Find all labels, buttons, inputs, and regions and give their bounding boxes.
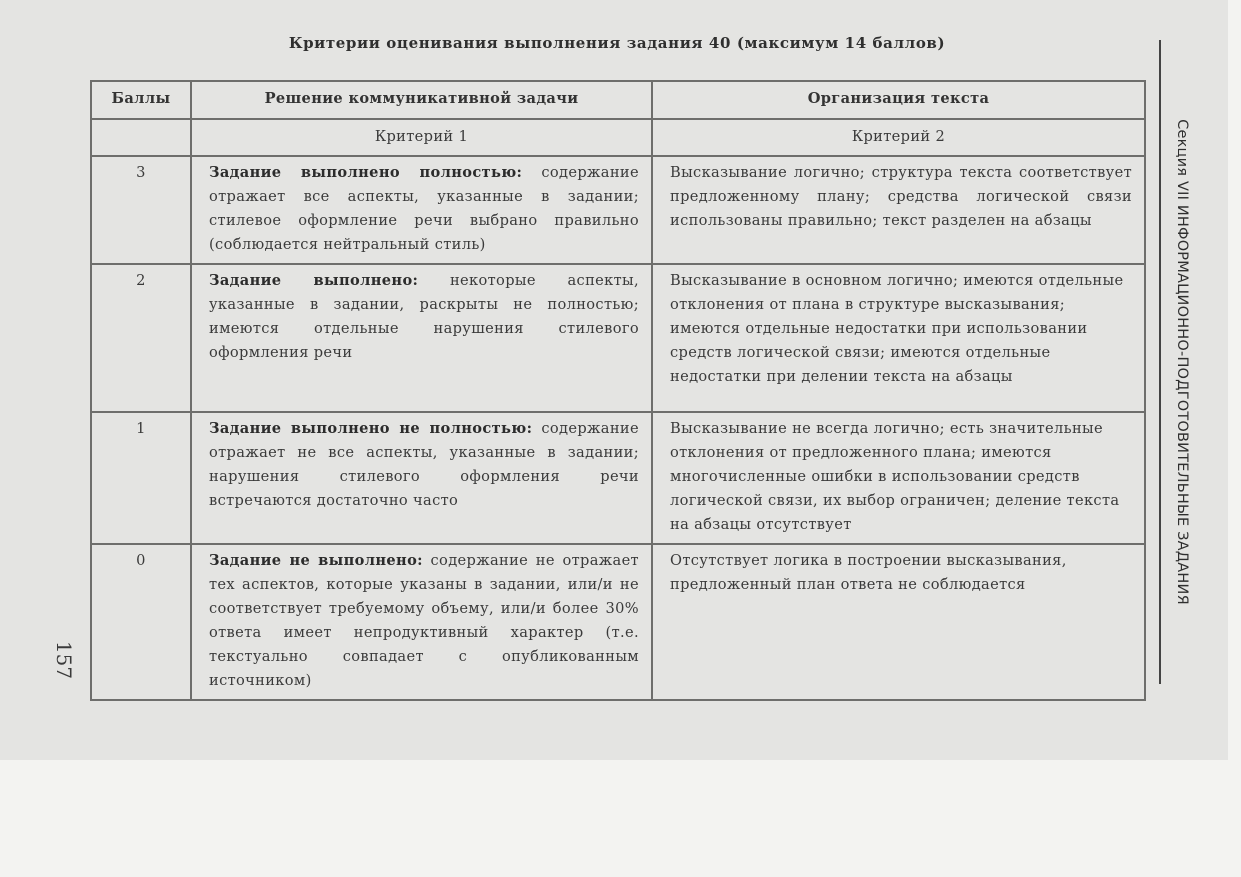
criterion-1-lead: Задание выполнено: [209, 272, 419, 289]
criterion-1-lead: Задание выполнено полностью: [209, 164, 523, 181]
criterion-1-cell [191, 544, 652, 700]
criterion-1-cell [191, 156, 652, 264]
table-row [91, 544, 1145, 700]
subheader-empty [91, 119, 191, 156]
header-criterion-1: Решение коммуникативной задачи [191, 81, 652, 119]
page-number: 157 [52, 640, 76, 680]
score-cell: 1 [91, 412, 191, 544]
page-edge [1228, 0, 1241, 877]
subheader-criterion-1: Критерий 1 [191, 119, 652, 156]
criterion-2-cell: Высказывание логично; структура текста соответствует предложенному плану; средства логической связи использованы правильно; текст разделен на абзацы [652, 156, 1145, 264]
criteria-table [90, 80, 1146, 701]
criterion-1-text: содержание отражает не все аспекты, указанные в задании; нарушения стилевого оформления речи встречаются достаточно часто [209, 420, 639, 509]
criterion-1-cell [191, 264, 652, 412]
criterion-1-lead: Задание не выполнено: [209, 552, 423, 569]
table-row [91, 264, 1145, 412]
subheader-criterion-2: Критерий 2 [652, 119, 1145, 156]
table-header-row [91, 81, 1145, 119]
criterion-1-lead: Задание выполнено не полностью: [209, 420, 533, 437]
section-side-caption: Секция VII ИНФОРМАЦИОННО-ПОДГОТОВИТЕЛЬНЫЕ ЗАДАНИЯ [1174, 119, 1190, 605]
criterion-2-cell: Отсутствует логика в построении высказывания, предложенный план ответа не соблюдается [652, 544, 1145, 700]
criterion-1-cell [191, 412, 652, 544]
table-row [91, 412, 1145, 544]
score-cell: 0 [91, 544, 191, 700]
criterion-2-cell: Высказывание не всегда логично; есть значительные отклонения от предложенного плана; имеются многочисленные ошибки в использовании средств логической связи, их выбор ограничен; деление текста на абзацы отсутствует [652, 412, 1145, 544]
criterion-1-text: некоторые аспекты, указанные в задании, раскрыты не полностью; имеются отдельные нарушения стилевого оформления речи [209, 272, 639, 361]
page-title: Критерии оценивания выполнения задания 40 (максимум 14 баллов) [288, 34, 946, 52]
criterion-2-cell: Высказывание в основном логично; имеются отдельные отклонения от плана в структуре высказывания; имеются отдельные недостатки при использовании средств логической связи; имеются отдельные недостатки при делении текста на абзацы [652, 264, 1145, 412]
side-divider-line [1159, 40, 1161, 684]
table-row [91, 156, 1145, 264]
criterion-1-text: содержание отражает все аспекты, указанные в задании; стилевое оформление речи выбрано правильно (соблюдается нейтральный стиль) [209, 164, 639, 253]
score-cell: 3 [91, 156, 191, 264]
header-score: Баллы [91, 81, 191, 119]
header-criterion-2: Организация текста [652, 81, 1145, 119]
score-cell: 2 [91, 264, 191, 412]
criterion-1-text: содержание не отражает тех аспектов, которые указаны в задании, или/и не соответствует требуемому объему, или/и более 30% ответа имеет непродуктивный характер (т.е. текстуально совпадает с опубликованным источником) [209, 552, 639, 689]
table-subheader-row [91, 119, 1145, 156]
